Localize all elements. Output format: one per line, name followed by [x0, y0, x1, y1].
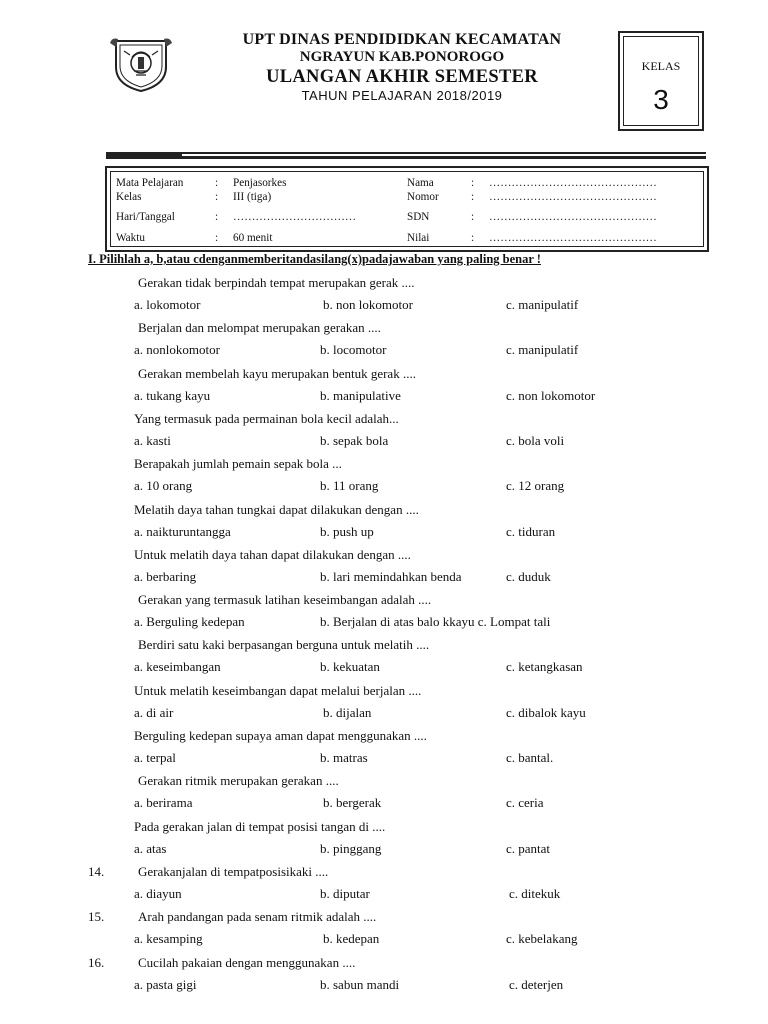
info-value-sdn[interactable]: ……………………………………… [489, 211, 657, 223]
answer-option-b[interactable]: b. kedepan [323, 931, 380, 946]
answer-option-b[interactable]: b. bergerak [323, 795, 382, 810]
question-text: Untuk melatih daya tahan dapat dilakukan dengan .... [134, 547, 411, 562]
info-value-mapel: Penjasorkes [233, 177, 287, 189]
answer-option-c[interactable]: c. ditekuk [509, 886, 561, 901]
header-office-name: UPT DINAS PENDIDIDKAN KECAMATAN [242, 31, 562, 48]
question-number: 15. [88, 909, 105, 924]
info-row-hari [111, 210, 703, 224]
info-colon: : [215, 191, 219, 203]
answer-option-c[interactable]: c. ceria [506, 795, 544, 810]
answer-option-b[interactable]: b. locomotor [320, 342, 387, 357]
section-instruction: I. Pilihlah a, b,atau cdenganmemberitandasilang(x)padajawaban yang paling benar ! [88, 252, 541, 266]
question-text: Yang termasuk pada permainan bola kecil adalah... [134, 411, 399, 426]
question-text: Berdiri satu kaki berpasangan berguna untuk melatih .... [138, 637, 430, 652]
answer-option-c[interactable]: c. deterjen [509, 977, 564, 992]
answer-option-a[interactable]: a. di air [134, 705, 174, 720]
info-value-nama[interactable]: ……………………………………… [489, 177, 657, 189]
answer-option-b[interactable]: b. sepak bola [320, 433, 389, 448]
answer-option-b[interactable]: b. sabun mandi [320, 977, 400, 992]
question-text: Gerakan membelah kayu merupakan bentuk gerak .... [138, 366, 416, 381]
info-colon: : [215, 232, 219, 244]
info-value-nomor[interactable]: ……………………………………… [489, 191, 657, 203]
answer-option-a[interactable]: a. kasti [134, 433, 171, 448]
class-box [618, 31, 704, 131]
answer-option-c[interactable]: c. ketangkasan [506, 659, 583, 674]
answer-option-b[interactable]: b. 11 orang [320, 478, 379, 493]
answer-option-a[interactable]: a. berbaring [134, 569, 197, 584]
info-value-hari[interactable]: …………………………… [233, 211, 357, 223]
answer-option-c[interactable]: c. 12 orang [506, 478, 565, 493]
class-number: 3 [653, 84, 669, 115]
info-label-nama: Nama [407, 177, 434, 189]
answer-option-c[interactable]: c. pantat [506, 841, 551, 856]
info-row-waktu [111, 231, 703, 245]
info-colon: : [471, 211, 475, 223]
ponorogo-emblem-logo [108, 33, 174, 93]
answer-option-c[interactable]: c. bola voli [506, 433, 565, 448]
answer-option-a[interactable]: a. terpal [134, 750, 176, 765]
answer-option-c[interactable]: c. dibalok kayu [506, 705, 586, 720]
exam-title: ULANGAN AKHIR SEMESTER [266, 67, 538, 87]
answer-option-b[interactable]: b. non lokomotor [323, 297, 413, 312]
question-text: Berguling kedepan supaya aman dapat menggunakan .... [134, 728, 427, 743]
info-label-mapel: Mata Pelajaran [116, 177, 184, 189]
info-value-kelas: III (tiga) [233, 191, 272, 203]
info-row-kelas [111, 190, 703, 204]
question-text: Untuk melatih keseimbangan dapat melalui berjalan .... [134, 683, 422, 698]
header-region: NGRAYUN KAB.PONOROGO [299, 49, 505, 65]
answer-option-c[interactable]: c. manipulatif [506, 297, 579, 312]
answer-option-c[interactable]: c. bantal. [506, 750, 554, 765]
answer-option-a[interactable]: a. berirama [134, 795, 193, 810]
question-text: Cucilah pakaian dengan menggunakan .... [138, 955, 356, 970]
answer-option-c[interactable]: c. tiduran [506, 524, 556, 539]
info-row-mapel [111, 176, 703, 190]
answer-option-a[interactable]: a. naikturuntangga [134, 524, 231, 539]
academic-year: TAHUN PELAJARAN 2018/2019 [301, 87, 503, 103]
answer-option-b[interactable]: b. pinggang [320, 841, 382, 856]
info-label-waktu: Waktu [116, 232, 145, 244]
question-number: 14. [88, 864, 105, 879]
info-label-nomor: Nomor [407, 191, 439, 203]
answer-option-a[interactable]: a. diayun [134, 886, 182, 901]
info-label-kelas: Kelas [116, 191, 142, 203]
question-text: Gerakanjalan di tempatposisikaki .... [138, 864, 329, 879]
answer-option-a[interactable]: a. 10 orang [134, 478, 193, 493]
answer-option-a[interactable]: a. pasta gigi [134, 977, 197, 992]
info-label-sdn: SDN [407, 211, 430, 223]
info-colon: : [471, 177, 475, 189]
header-rule-thick [106, 156, 706, 159]
answer-option-c[interactable]: c. manipulatif [506, 342, 579, 357]
answer-option-b[interactable]: b. push up [320, 524, 374, 539]
answer-option-b[interactable]: b. matras [320, 750, 368, 765]
question-text: Arah pandangan pada senam ritmik adalah .... [138, 909, 377, 924]
answer-option-b[interactable]: b. kekuatan [320, 659, 380, 674]
answer-option-b[interactable]: b. lari memindahkan benda [320, 569, 462, 584]
info-value-nilai[interactable]: ……………………………………… [489, 232, 657, 244]
answer-option-a[interactable]: a. kesamping [134, 931, 203, 946]
info-colon: : [471, 191, 475, 203]
info-colon: : [215, 177, 219, 189]
answer-option-a[interactable]: a. keseimbangan [134, 659, 221, 674]
info-colon: : [471, 232, 475, 244]
answer-option-b[interactable]: b. dijalan [323, 705, 372, 720]
info-colon: : [215, 211, 219, 223]
question-text: Gerakan tidak berpindah tempat merupakan gerak .... [138, 275, 415, 290]
question-text: Pada gerakan jalan di tempat posisi tangan di .... [134, 819, 386, 834]
answer-option-b[interactable]: b. Berjalan di atas balo kkayu c. Lompat tali [320, 614, 551, 629]
question-text: Berjalan dan melompat merupakan gerakan .... [138, 320, 381, 335]
info-label-nilai: Nilai [407, 232, 430, 244]
student-info-box [105, 166, 709, 252]
answer-option-c[interactable]: c. kebelakang [506, 931, 578, 946]
question-text: Berapakah jumlah pemain sepak bola ... [134, 456, 342, 471]
answer-option-b[interactable]: b. diputar [320, 886, 370, 901]
answer-option-a[interactable]: a. lokomotor [134, 297, 201, 312]
document-header [180, 32, 624, 102]
question-text: Gerakan ritmik merupakan gerakan .... [138, 773, 339, 788]
header-rule [106, 152, 706, 154]
info-label-hari: Hari/Tanggal [116, 211, 175, 223]
question-text: Gerakan yang termasuk latihan keseimbangan adalah .... [138, 592, 432, 607]
answer-option-a[interactable]: a. Berguling kedepan [134, 614, 245, 629]
answer-option-c[interactable]: c. duduk [506, 569, 551, 584]
answer-option-a[interactable]: a. atas [134, 841, 167, 856]
question-text: Melatih daya tahan tungkai dapat dilakukan dengan .... [134, 502, 419, 517]
class-label: KELAS [641, 59, 681, 73]
answer-option-a[interactable]: a. tukang kayu [134, 388, 211, 403]
answer-option-b[interactable]: b. manipulative [320, 388, 401, 403]
question-number: 16. [88, 955, 105, 970]
answer-option-c[interactable]: c. non lokomotor [506, 388, 596, 403]
info-value-waktu: 60 menit [233, 232, 273, 244]
answer-option-a[interactable]: a. nonlokomotor [134, 342, 220, 357]
